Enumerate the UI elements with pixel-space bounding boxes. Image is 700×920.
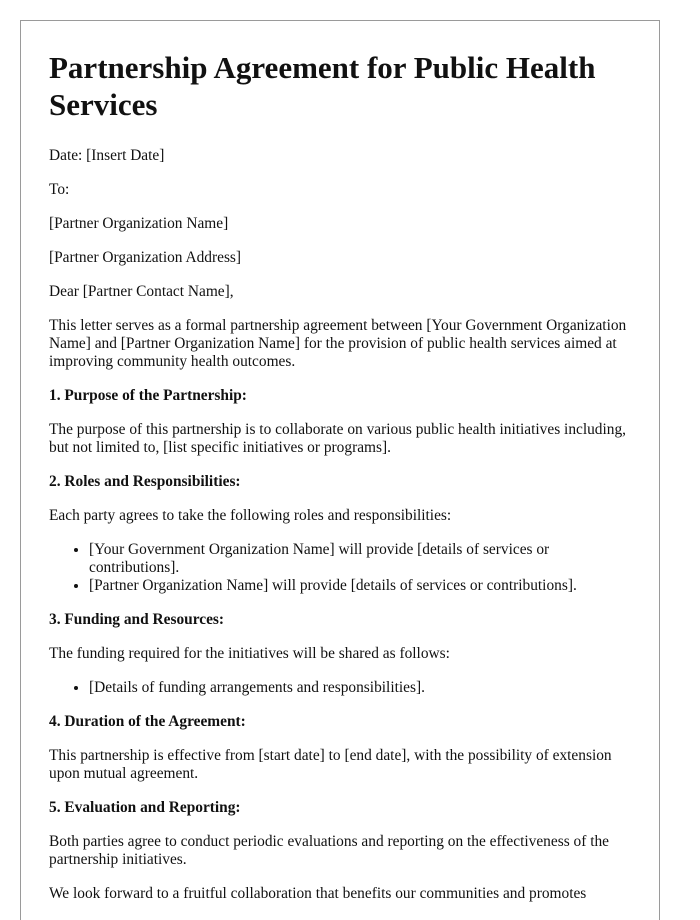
section-body-duration: This partnership is effective from [start date] to [end date], with the possibility of extension upon mutual agreement. bbox=[49, 747, 612, 782]
funding-list bbox=[49, 679, 631, 697]
list-item: • [Your Government Organization Name] will provide [details of services or contributions]. bbox=[89, 541, 631, 577]
document-title: Partnership Agreement for Public Health Services bbox=[49, 50, 596, 122]
intro-paragraph: This letter serves as a formal partnership agreement between [Your Government Organization Name] and [Partner Organization Name] for the provision of public health services aimed at improving community health outcomes. bbox=[49, 317, 627, 370]
section-heading-funding: 3. Funding and Resources: bbox=[49, 611, 225, 628]
closing-paragraph: We look forward to a fruitful collaboration that benefits our communities and promotes bbox=[49, 885, 587, 902]
to-line: To: bbox=[49, 181, 70, 198]
date-line: Date: [Insert Date] bbox=[49, 147, 165, 164]
partner-address: [Partner Organization Address] bbox=[49, 249, 242, 266]
section-heading-evaluation: 5. Evaluation and Reporting: bbox=[49, 799, 241, 816]
list-item: • [Partner Organization Name] will provide [details of services or contributions]. bbox=[89, 577, 631, 595]
section-heading-roles: 2. Roles and Responsibilities: bbox=[49, 473, 241, 490]
section-body-purpose: The purpose of this partnership is to collaborate on various public health initiatives including, but not limited to, [list specific initiatives or programs]. bbox=[49, 421, 627, 456]
section-heading-duration: 4. Duration of the Agreement: bbox=[49, 713, 246, 730]
list-item: • [Details of funding arrangements and responsibilities]. bbox=[89, 679, 631, 697]
section-body-roles: Each party agrees to take the following roles and responsibilities: bbox=[49, 507, 452, 524]
salutation: Dear [Partner Contact Name], bbox=[49, 283, 234, 300]
section-heading-purpose: 1. Purpose of the Partnership: bbox=[49, 387, 247, 404]
section-body-evaluation: Both parties agree to conduct periodic evaluations and reporting on the effectiveness of the partnership initiatives. bbox=[49, 833, 609, 868]
section-body-funding: The funding required for the initiatives will be shared as follows: bbox=[49, 645, 450, 662]
roles-list bbox=[49, 541, 631, 595]
letter-page bbox=[20, 20, 660, 920]
partner-name: [Partner Organization Name] bbox=[49, 215, 229, 232]
